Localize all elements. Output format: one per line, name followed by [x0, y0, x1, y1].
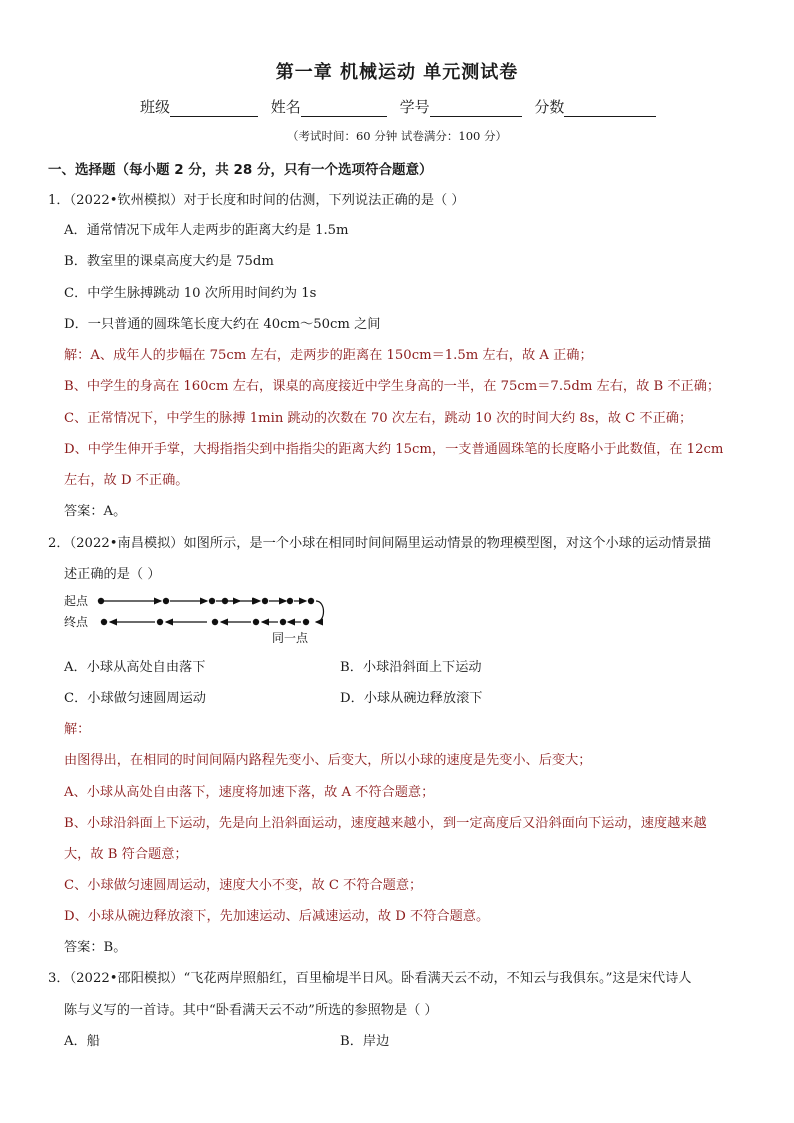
start-point-label: 起点 — [64, 594, 89, 608]
q3-stem-line1: 3．（2022•邵阳模拟）“飞花两岸照船红，百里榆堤半日风。卧看满天云不动，不知云与我俱东。”这是宋代诗人 — [48, 971, 692, 986]
motion-diagram — [64, 592, 329, 644]
q1-stem: 1．（2022•钦州模拟）对于长度和时间的估测，下列说法正确的是（ ） — [48, 193, 465, 208]
id-blank — [430, 100, 522, 117]
q1-solution-line: 解：A、成年人的步幅在 75cm 左右，走两步的距离在 150cm＝1.5m 左右，故 A 正确； — [64, 348, 593, 363]
q2-solution-line: A、小球从高处自由落下，速度将加速下落，故 A 不符合题意； — [64, 785, 435, 800]
q1-solution-line: D、中学生伸开手掌，大拇指指尖到中指指尖的距离大约 15cm，一支普通圆珠笔的长度略小于此数值，在 12cm — [64, 442, 724, 457]
q2-option-a: A．小球从高处自由落下 — [64, 660, 206, 675]
q2-answer: 答案：B。 — [64, 940, 127, 955]
score-label: 分数 — [534, 98, 565, 116]
q2-solution-line: 大，故 B 符合题意； — [64, 847, 188, 862]
q2-solution-line: 解： — [64, 722, 91, 737]
exam-note: （考试时间：60 分钟 试卷满分：100 分） — [286, 129, 508, 143]
student-info-row — [140, 96, 664, 117]
q1-solution-line: B、中学生的身高在 160cm 左右，课桌的高度接近中学生身高的一半，在 75cm＝7.5dm 左右，故 B 不正确； — [64, 379, 721, 394]
name-label: 姓名 — [270, 98, 301, 116]
q2-stem-line2: 述正确的是（ ） — [64, 567, 161, 582]
class-blank — [170, 100, 258, 117]
q3-option-b: B．岸边 — [340, 1034, 390, 1049]
id-label: 学号 — [399, 98, 430, 116]
q2-solution-line: 由图得出，在相同的时间间隔内路程先变小、后变大，所以小球的速度是先变小、后变大； — [64, 753, 592, 768]
name-blank — [301, 100, 387, 117]
q1-option-c: C．中学生脉搏跳动 10 次所用时间约为 1s — [64, 286, 317, 301]
page-title: 第一章 机械运动 单元测试卷 — [275, 62, 519, 83]
q3-option-a: A．船 — [64, 1034, 100, 1049]
same-point-label: 同一点 — [272, 631, 309, 644]
q1-solution-line: 左右，故 D 不正确。 — [64, 473, 189, 488]
q2-option-c: C．小球做匀速圆周运动 — [64, 691, 206, 706]
q1-option-d: D．一只普通的圆珠笔长度大约在 40cm～50cm 之间 — [64, 317, 381, 332]
q1-option-a: A．通常情况下成年人走两步的距离大约是 1.5m — [64, 223, 349, 238]
q2-option-d: D．小球从碗边释放滚下 — [340, 691, 483, 706]
q2-solution-line: D、小球从碗边释放滚下，先加速运动、后减速运动，故 D 不符合题意。 — [64, 909, 490, 924]
q2-option-b: B．小球沿斜面上下运动 — [340, 660, 482, 675]
q1-option-b: B．教室里的课桌高度大约是 75dm — [64, 254, 274, 269]
q2-solution-line: B、小球沿斜面上下运动，先是向上沿斜面运动，速度越来越小，到一定高度后又沿斜面向下运动，速度越来越 — [64, 816, 707, 831]
q2-stem-line1: 2．（2022•南昌模拟）如图所示，是一个小球在相同时间间隔里运动情景的物理模型图，对这个小球的运动情景描 — [48, 536, 711, 551]
q1-answer: 答案：A。 — [64, 504, 127, 519]
class-label: 班级 — [140, 98, 171, 116]
end-point-label: 终点 — [64, 615, 89, 629]
q1-solution-line: C、正常情况下，中学生的脉搏 1min 跳动的次数在 70 次左右，跳动 10 次的时间大约 8s，故 C 不正确； — [64, 411, 693, 426]
score-blank — [564, 100, 656, 117]
q3-stem-line2: 陈与义写的一首诗。其中“卧看满天云不动”所选的参照物是（ ） — [64, 1003, 438, 1018]
q2-solution-line: C、小球做匀速圆周运动，速度大小不变，故 C 不符合题意； — [64, 878, 423, 893]
section-heading: 一、选择题（每小题 2 分，共 28 分，只有一个选项符合题意） — [48, 162, 433, 178]
